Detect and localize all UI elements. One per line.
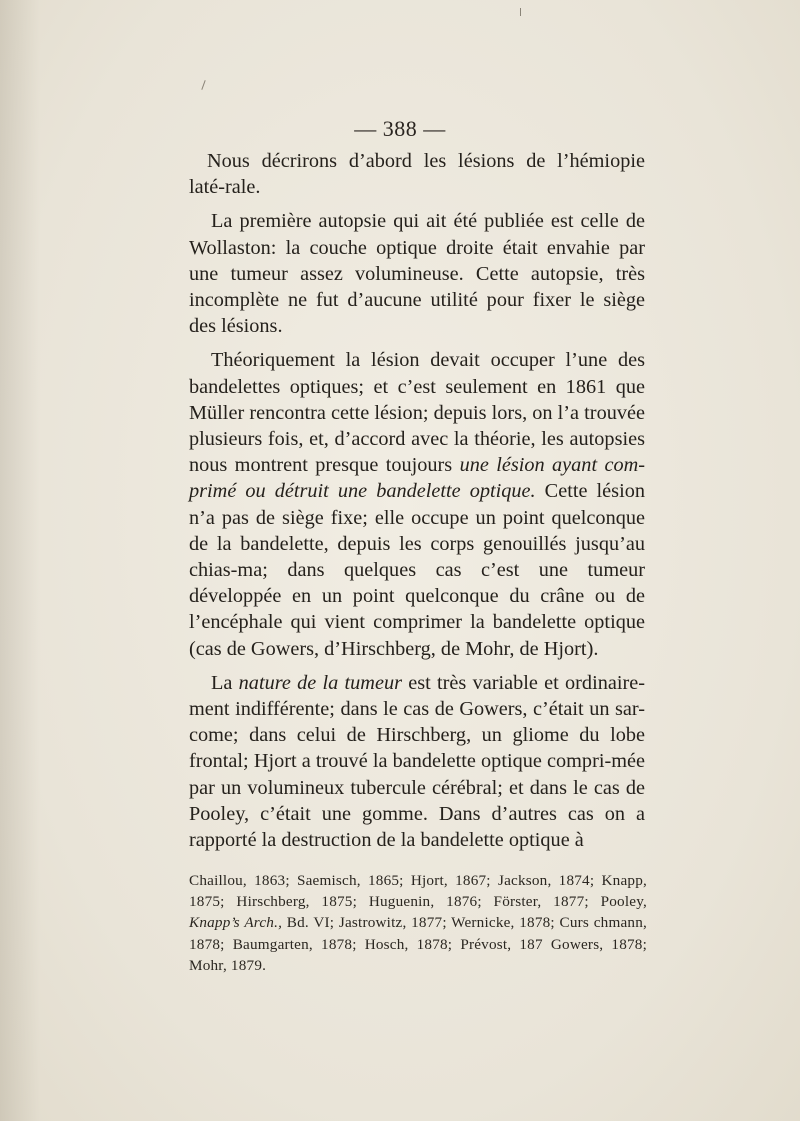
text-segment: La première autopsie qui ait été publiée est celle de Wollaston: la couche optique droite était envahie par une tumeur assez volumineuse. Cette autopsie, très incomplète ne fut d’aucune utilité pour fixer le siège des lésions.	[189, 210, 645, 338]
text-segment: Nous décrirons d’abord les lésions de l’hémiopie laté-rale.	[189, 150, 645, 199]
page-number: — 388 —	[354, 116, 446, 141]
paragraph	[189, 347, 645, 661]
italic-emphasis: nature de la tumeur	[238, 671, 402, 694]
paragraph	[189, 148, 645, 200]
text-segment: La	[211, 671, 239, 694]
footnote	[189, 870, 647, 976]
footnote-segment: Bd. VI; Jastrowitz, 1877; Wernicke, 1878; Curs chmann, 1878; Baumgarten, 1878; Hosch, 1878; Prévost, 187 Gowers, 1878; Mohr, 1879.	[189, 914, 648, 974]
stray-pencil-mark	[520, 8, 521, 16]
text-segment: Cette lésion n’a pas de siège fixe; elle occupe un point quelconque de la bandelette, depuis les corps genouillés jusqu’au chias-ma; dans quelques cas c’est une tumeur développée en un point quelconque du crâne ou de l’encéphale qui vient comprimer la bandelette optique (cas de Gowers, d’Hirschberg, de Mohr, de Hjort).	[189, 480, 645, 660]
text-segment: Théoriquement la lésion devait occuper l’une des bandelettes optiques; et c’est seulement en 1861 que Müller rencontra cette lésion; depuis lors, on l’a trouvée plusieurs fois, et, d’accord avec la théorie, les autopsies nous montrent presque toujours	[189, 349, 645, 477]
main-text	[189, 148, 645, 861]
italic-emphasis: une lésion ayant com-primé ou détruit une bandelette optique.	[189, 454, 645, 503]
footnote-segment: Chaillou, 1863; Saemisch, 1865; Hjort, 1867; Jackson, 1874; Knapp, 1875; Hirschberg, 1875; Huguenin, 1876; Förster, 1877; Pooley,	[189, 872, 647, 911]
stray-pencil-mark	[201, 80, 205, 90]
paragraph	[189, 670, 645, 853]
paragraph	[189, 208, 645, 339]
binding-shadow	[0, 0, 40, 1121]
footnote-italic: Knapp’s Arch.,	[189, 914, 283, 932]
text-segment: est très variable et ordinaire-ment indifférente; dans le cas de Gowers, c’était un sar-come; dans celui de Hirschberg, un gliome du lobe frontal; Hjort a trouvé la bandelette optique compri-mée par un volumineux tubercule cérébral; et dans le cas de Pooley, c’était une gomme. Dans d’autres cas on a rapporté la destruction de la bandelette optique à	[189, 671, 645, 852]
